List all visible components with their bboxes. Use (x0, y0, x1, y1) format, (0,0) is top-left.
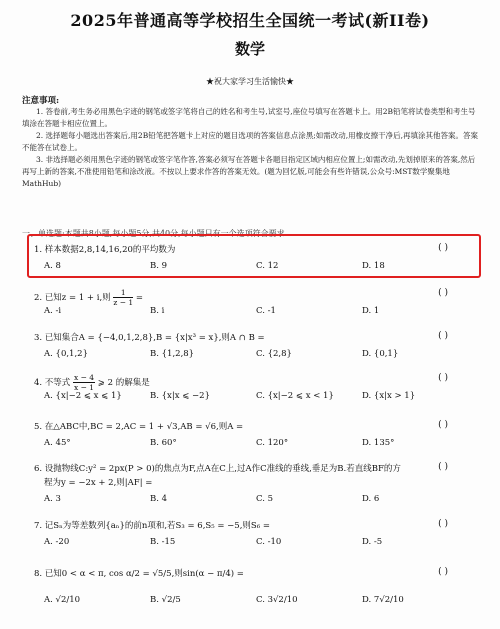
option-c: C. -10 (256, 537, 282, 547)
option-c: C. 3√2/10 (256, 595, 298, 605)
fraction (73, 373, 95, 392)
option-d: D. 18 (362, 261, 385, 271)
stem-part-b: ⩾ 2 的解集是 (95, 378, 150, 388)
option-b: B. 60° (150, 438, 177, 448)
option-a: A. -20 (44, 537, 70, 547)
question-7 (34, 519, 474, 547)
option-d: D. 135° (362, 438, 395, 448)
question-1 (34, 243, 474, 271)
option-d: D. -5 (362, 537, 383, 547)
option-d: D. 1 (362, 306, 380, 316)
answer-paren: ( ) (438, 288, 448, 298)
option-a: A. 8 (44, 261, 61, 271)
option-b: B. √2/5 (150, 595, 181, 605)
fraction-denominator: z − 1 (113, 298, 134, 307)
question-6 (34, 462, 474, 504)
option-d: D. {0,1} (362, 349, 399, 359)
option-b: B. {1,2,8} (150, 349, 195, 359)
option-a: A. -i (44, 306, 62, 316)
option-b: B. i (150, 306, 165, 316)
wish-line: ★祝大家学习生活愉快★ (206, 77, 294, 86)
question-stem: 5. 在△ABC中,BC = 2,AC = 1 + √3,AB = √6,则A = (34, 422, 244, 432)
fraction (113, 288, 133, 307)
notes-heading: 注意事项: (22, 96, 60, 106)
question-3 (34, 331, 474, 359)
question-stem: 1. 样本数据2,8,14,16,20的平均数为 (34, 245, 176, 255)
note-3: 3. 非选择题必须用黑色字迹的钢笔或签字笔作答,答案必须写在答题卡各题目指定区域内相应位置上;如需改动,先划掉原来的答案,然后再写上新的答案,不准使用铅笔和涂改液。不按以上要求作答的答案无效。(题为回忆版,可能会有些许错误,公众号:MST数学聚集地MathHub) (22, 155, 476, 188)
option-d: D. 6 (362, 494, 380, 504)
option-c: C. 5 (256, 494, 274, 504)
answer-paren: ( ) (438, 373, 448, 383)
question-8 (34, 567, 474, 605)
section-heading: 一、单选题:本题共8小题,每小题5分,共40分,每小题只有一个选项符合要求 (22, 229, 285, 238)
stem-part-a: 4. 不等式 (34, 378, 74, 388)
question-stem: 8. 已知0 < α < π, cos α/2 = √5/5,则sin(α − π/4) = (34, 569, 244, 579)
question-2 (34, 288, 474, 316)
option-b: B. {x|x ⩽ −2} (150, 391, 210, 401)
question-stem: 7. 记Sₙ为等差数列{aₙ}的前n项和,若S₃ = 6,S₅ = −5,则S₆ = (34, 521, 270, 531)
answer-paren: ( ) (438, 462, 448, 472)
answer-paren: ( ) (438, 567, 448, 577)
option-a: A. √2/10 (44, 595, 81, 605)
option-c: C. -1 (256, 306, 276, 316)
option-d: D. 7√2/10 (362, 595, 404, 605)
option-b: B. 9 (150, 261, 168, 271)
note-2: 2. 选择题每小题选出答案后,用2B铅笔把答题卡上对应的题目选项的答案信息点涂黑;如需改动,用橡皮擦干净后,再填涂其他答案。答案不能答在试卷上。 (22, 131, 478, 152)
option-a: A. 3 (44, 494, 61, 504)
option-d: D. {x|x > 1} (362, 391, 416, 401)
answer-paren: ( ) (438, 519, 448, 529)
notes-block (22, 106, 482, 190)
option-a: A. 45° (44, 438, 71, 448)
stem-part-b: = (133, 293, 143, 303)
note-1: 1. 答卷前,考生务必用黑色字迹的钢笔或签字笔将自己的姓名和考生号,试室号,座位号填写在答题卡上。用2B铅笔将试卷类型和考生号填涂在答题卡相应位置上。 (22, 107, 476, 128)
option-b: B. -15 (150, 537, 176, 547)
answer-paren: ( ) (438, 331, 448, 341)
question-stem (34, 373, 474, 392)
answer-paren: ( ) (438, 420, 448, 430)
question-4 (34, 373, 474, 401)
question-stem: 3. 已知集合A = {−4,0,1,2,8},B = {x|x³ = x},则A ∩ B = (34, 333, 265, 343)
option-c: C. {2,8} (256, 349, 292, 359)
subject-title: 数学 (234, 40, 265, 58)
question-5 (34, 420, 474, 448)
option-a: A. {0,1,2} (44, 349, 88, 359)
stem-part-a: 2. 已知z = 1 + i,则 (34, 293, 114, 303)
fraction-numerator: x − 4 (74, 373, 95, 382)
fraction-denominator: x − 1 (74, 383, 95, 392)
question-stem: 6. 设抛物线C:y² = 2px(P > 0)的焦点为F,点A在C上,过A作C准线的垂线,垂足为B.若直线BF的方 (34, 464, 401, 474)
option-a: A. {x|−2 ⩽ x ⩽ 1} (44, 391, 122, 401)
question-stem-line2: 程为y = −2x + 2,则|AF| = (44, 478, 153, 488)
question-stem (34, 288, 474, 307)
answer-paren: ( ) (438, 243, 448, 253)
option-c: C. {x|−2 ⩽ x < 1} (256, 391, 334, 401)
option-c: C. 12 (256, 261, 279, 271)
option-b: B. 4 (150, 494, 168, 504)
page-title: 2025年普通高等学校招生全国统一考试(新II卷) (70, 11, 430, 30)
option-c: C. 120° (256, 438, 289, 448)
fraction-numerator: 1 (113, 288, 133, 298)
